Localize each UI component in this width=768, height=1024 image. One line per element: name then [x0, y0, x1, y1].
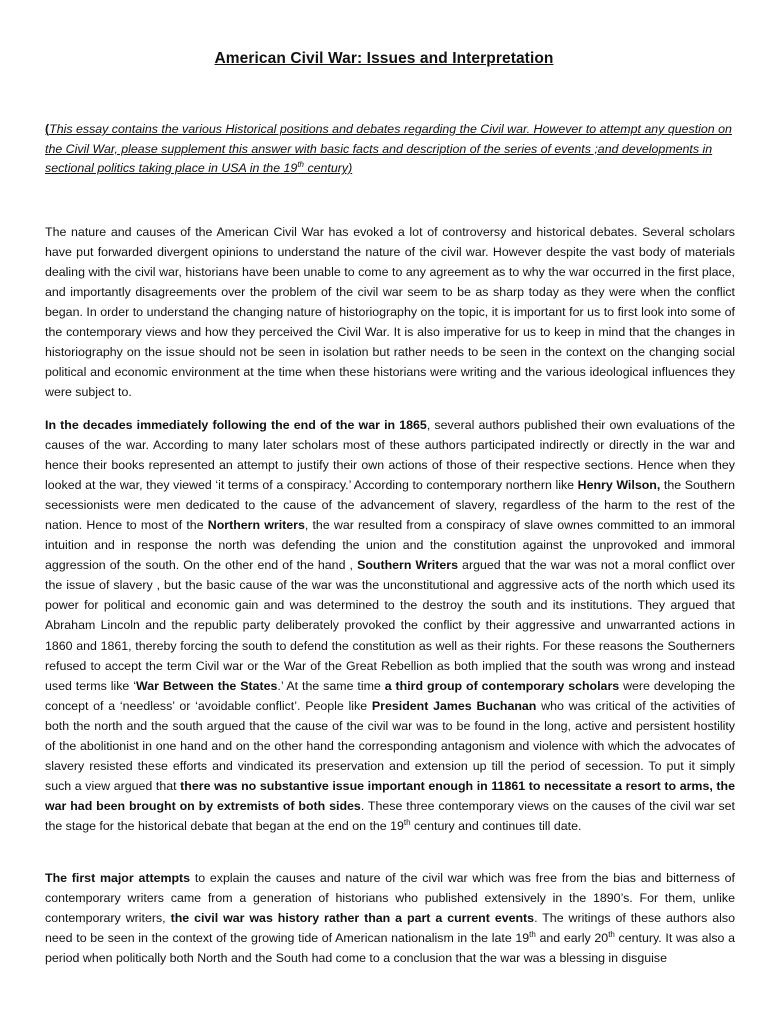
text-run: century and continues till date.	[410, 818, 582, 833]
bold-phrase: President James Buchanan	[371, 698, 537, 713]
bold-phrase: In the decades immediately following the end of the war in 1865	[45, 418, 427, 432]
text-run: , several authors published their own evaluations of the causes of the war. According to many later scholars most of these authors participated indirectly or directly in the war and hence their books represented an attempt to justify their own actions of those of their respective sections. Hence when they looked at the war, they viewed ‘it terms of a conspiracy.’ According to contemporary northern like	[45, 418, 735, 493]
text-run: were developing the concept of a ‘needless’ or ‘avoidable conflict’. People like	[45, 678, 735, 713]
intro-note	[45, 120, 735, 179]
bold-phrase: a third group of contemporary scholars	[384, 678, 620, 693]
intro-text-end: century)	[304, 161, 353, 175]
text-run: century. It was also a period when politically both North and the South had come to a conclusion that the war was a blessing in disguise	[45, 931, 735, 966]
bold-phrase: Henry Wilson,	[577, 478, 661, 493]
text-run: argued that the war was not a moral conflict over the issue of slavery , but the basic cause of the war was the unconstitutional and aggressive acts of the north which used its power for political and economic gain and was determined to the destroy the south and its institutions. They argued that Abraham Lincoln and the republic party deliberately provoked the conflict by their aggressive and unwarranted actions in 1860 and 1861, thereby forcing the south to defend the constitution as well as their rights. For these reasons the Southerners refused to accept the term Civil war or the War of the Great Rebellion as both implied that the south was wrong and instead used terms like ‘	[45, 558, 735, 693]
intro-open-paren: (	[45, 122, 50, 136]
text-run: and early 20	[535, 931, 609, 946]
bold-phrase: there was no substantive issue important enough in 11861 to necessitate a resort to arms, the war had been brought on by extremists of both sides	[45, 778, 735, 813]
text-run: . These three contemporary views on the causes of the civil war set the stage for the historical debate that began at the end on the 19	[45, 798, 735, 833]
bold-phrase: the civil war was history rather than a part a current events	[170, 911, 535, 926]
text-run: who was critical of the activities of both the north and the south argued that the cause of the civil war was to be found in the long, active and persistent hostility of the abolitionist in one hand and on the other hand the corresponding antagonism and violence with which the advocates of slavery resisted these efforts and vindicated its preservation and extension up till the period of secession. To put it simply such a view argued that	[45, 698, 735, 793]
bold-phrase: War Between the States	[135, 678, 278, 693]
text-run: the Southern secessionists were men dedicated to the cause of the advancement of slavery, regardless of the harm to the rest of the nation. Hence to most of the	[45, 478, 735, 533]
paragraph-3	[45, 868, 735, 968]
superscript: th	[529, 930, 536, 940]
document-title: American Civil War: Issues and Interpretation	[214, 50, 554, 67]
paragraph-2	[45, 415, 735, 836]
paragraph-1: The nature and causes of the American Civil War has evoked a lot of controversy and historical debates. Several scholars have put forwarded divergent opinions to understand the nature of the civil war. However despite the vast body of materials dealing with the civil war, historians have been unable to come to any agreement as to why the war occurred in the first place, and importantly disagreements over the problem of the civil war seem to be as sharp today as they were when the conflict began. In order to understand the changing nature of historiography on the topic, it is important for us to first look into some of the contemporary views and how they perceived the Civil War. It is also imperative for us to keep in mind that the changes in historiography on the issue should not be seen in isolation but rather needs to be seen in the context on the changing social political and economic environment at the time when these historians were writing and the various ideological influences they were subject to.	[45, 225, 735, 400]
bold-phrase: Northern writers	[207, 518, 305, 533]
bold-phrase: The first major attempts	[45, 871, 191, 885]
intro-superscript: th	[297, 159, 304, 169]
superscript: th	[403, 817, 411, 827]
text-run: .’ At the same time	[277, 678, 385, 693]
intro-text: This essay contains the various Historical positions and debates regarding the Civil war. However to attempt any question on the Civil War, please supplement this answer with basic facts and description of the series of events ;and developments in sectional politics taking place in USA in the 19	[45, 122, 732, 175]
text-run: to explain the causes and nature of the civil war which was free from the bias and bitterness of contemporary writers came from a generation of historians who published extensively in the 1890’s. For them, unlike contemporary writers,	[45, 871, 735, 926]
text-run: . The writings of these authors also need to be seen in the context of the growing tide of American nationalism in the late 19	[45, 911, 735, 946]
text-run: , the war resulted from a conspiracy of slave ownes committed to an immoral intuition and in response the north was defending the union and the constitution against the unprovoked and immoral aggression of the south. On the other end of the hand ,	[45, 518, 736, 573]
bold-phrase: Southern Writers	[357, 558, 458, 573]
superscript: th	[608, 930, 615, 940]
